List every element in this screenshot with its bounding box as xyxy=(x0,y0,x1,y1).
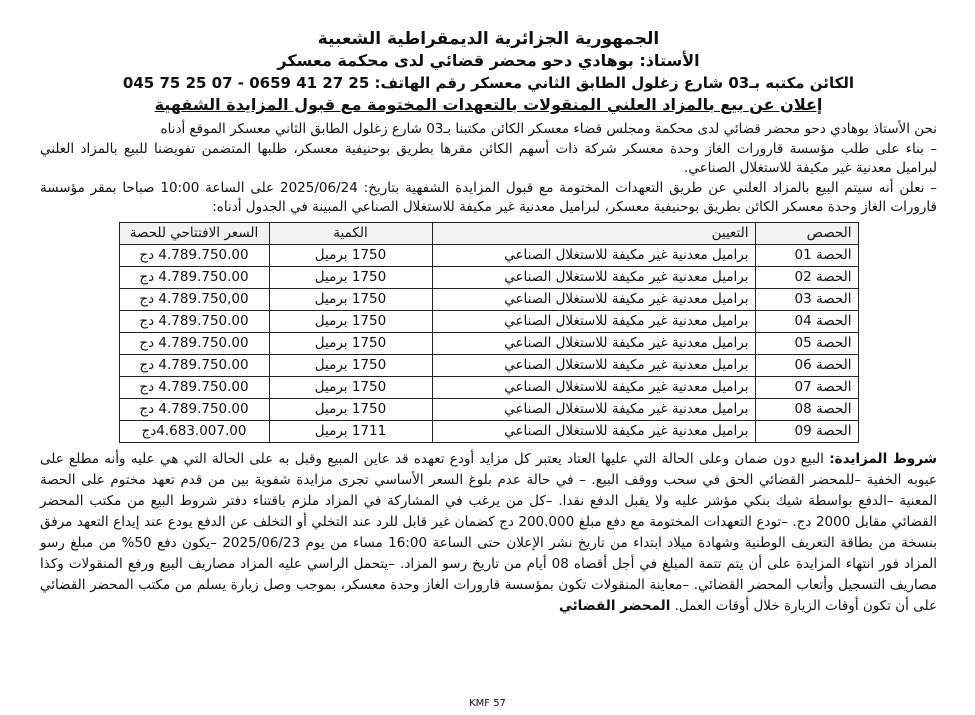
reference-code: KMF 57 xyxy=(469,698,506,709)
col-designation: التعيين xyxy=(432,222,755,244)
quantity-cell: 1750 برميل xyxy=(269,376,432,398)
conditions-lead: شروط المزايدة: xyxy=(829,450,937,467)
lot-cell: الحصة 01 xyxy=(755,244,858,266)
bailiff-signature: المحضر القضائي xyxy=(558,597,671,614)
lot-cell: الحصة 04 xyxy=(755,310,858,332)
lot-cell: الحصة 08 xyxy=(755,398,858,420)
table-header-row xyxy=(119,222,858,244)
quantity-cell: 1711 برميل xyxy=(269,420,432,442)
designation-cell: براميل معدنية غير مكيفة للاستغلال الصناعي xyxy=(432,420,755,442)
lot-cell: الحصة 05 xyxy=(755,332,858,354)
designation-cell: براميل معدنية غير مكيفة للاستغلال الصناعي xyxy=(432,354,755,376)
lot-cell: الحصة 03 xyxy=(755,288,858,310)
request-paragraph: – بناء على طلب مؤسسة قارورات الغاز وحدة معسكر شركة ذات أسهم الكائن مقرها بطريق بوحنيفية معسكر، طلبها المتضمن تفويضنا للبيع بالمزاد العلني لبراميل معدنية غير مكيفة للاستغلال الصناعي. xyxy=(40,140,937,176)
designation-cell: براميل معدنية غير مكيفة للاستغلال الصناعي xyxy=(432,332,755,354)
table-row xyxy=(119,310,858,332)
auction-paragraph: – نعلن أنه سيتم البيع بالمزاد العلني عن طريق التعهدات المختومة مع قبول المزايدة الشفهية بتاريخ: 2025/06/24 على الساعة 10:00 صباحا بمقر مؤسسة قارورات الغاز وحدة معسكر الكائن بطريق بوحنيفية معسكر، لبراميل معدنية غير مكيفة للاستغلال الصناعي المبينة في الجدول أدناه: xyxy=(40,179,938,215)
republic-title: الجمهورية الجزائرية الديمقراطية الشعبية xyxy=(317,29,660,49)
price-cell: 4.789.750.00 دج xyxy=(119,354,269,376)
col-quantity: الكمية xyxy=(269,222,432,244)
table-row xyxy=(119,376,858,398)
quantity-cell: 1750 برميل xyxy=(269,398,432,420)
table-row xyxy=(119,288,858,310)
designation-cell: براميل معدنية غير مكيفة للاستغلال الصناعي xyxy=(432,244,755,266)
table-row xyxy=(119,266,858,288)
bailiff-name: الأستاذ: بوهادي دحو محضر قضائي لدى محكمة معسكر xyxy=(277,51,700,70)
lot-cell: الحصة 02 xyxy=(755,266,858,288)
intro-paragraph: نحن الأستاذ بوهادي دحو محضر قضائي لدى محكمة ومجلس قضاء معسكر الكائن مكتبنا بـ03 شارع زغلول الطابق الثاني معسكر الموقع أدناه xyxy=(160,121,937,137)
auction-conditions xyxy=(40,449,937,617)
price-cell: 4.789.750.00 دج xyxy=(119,244,269,266)
quantity-cell: 1750 برميل xyxy=(269,244,432,266)
conditions-text: البيع دون ضمان وعلى الحالة التي عليها العتاد يعتبر كل مزايد أودع تعهده قد عاين المبيع وقبل به على الحالة التي هي عليه وأنه مطلع على عيوبه الخفية –للمحضر القضائي الحق في سحب ووقف البيع. – في حالة عدم بلوغ السعر الأساسي تجرى مزايدة شفوية بين من قدم تعهد مختوم على الحصة المعنية –الدفع بواسطة شيك بنكي مؤشر عليه ولا يقبل الدفع نقدا. –كل من يرغب في المشاركة في المزاد ملزم باقتناء دفتر شروط البيع من مكتب المحضر القضائي مقابل 2000 دج. –تودع التعهدات المختومة مع دفع مبلغ 200.000 دج كضمان غير قابل للرد عند التخلي أو التخلف عن الدفع يودع عند إيداع التعهد مرفق بنسخة من بطاقة التعريف الوطنية وشهادة ميلاد ابتداء من تاريخ نشر الإعلان حتى الساعة 16:00 مساء من يوم 2025/06/23 –يكون دفع 50% من مبلغ رسو المزاد فور انتهاء المزايدة على أن يتم تتمة المبلغ في أجل أقصاه 08 أيام من تاريخ رسو المزاد. –يتحمل الراسي عليه المزاد مصاريف البيع ورفع المنقولات وكذا مصاريف التسجيل وأتعاب المحضر القضائي. –معاينة المنقولات تكون بمؤسسة قارورات الغاز وحدة معسكر، بموجب وصل زيارة يسلم من مكتب المحضر القضائي على أن تكون أوقات الزيارة خلال أوقات العمل. xyxy=(40,450,938,614)
designation-cell: براميل معدنية غير مكيفة للاستغلال الصناعي xyxy=(432,288,755,310)
table-row xyxy=(119,244,858,266)
table-row xyxy=(119,354,858,376)
table-row xyxy=(119,420,858,442)
designation-cell: براميل معدنية غير مكيفة للاستغلال الصناعي xyxy=(432,310,755,332)
price-cell: 4.789.750.00 دج xyxy=(119,398,269,420)
notice-body xyxy=(40,120,937,218)
quantity-cell: 1750 برميل xyxy=(269,310,432,332)
notice-header xyxy=(40,28,937,116)
price-cell: 4.789.750.00 دج xyxy=(119,332,269,354)
designation-cell: براميل معدنية غير مكيفة للاستغلال الصناعي xyxy=(432,398,755,420)
office-address: الكائن مكتبه بـ03 شارع زغلول الطابق الثاني معسكر رقم الهاتف: 25 27 41 0659 - 07 25 75 045 xyxy=(122,74,855,92)
table-row xyxy=(119,332,858,354)
price-cell: 4.789.750.00 دج xyxy=(119,266,269,288)
price-cell: 4.789.750,00 دج xyxy=(119,288,269,310)
lot-cell: الحصة 07 xyxy=(755,376,858,398)
quantity-cell: 1750 برميل xyxy=(269,266,432,288)
price-cell: 4.789.750.00 دج xyxy=(119,310,269,332)
quantity-cell: 1750 برميل xyxy=(269,332,432,354)
designation-cell: براميل معدنية غير مكيفة للاستغلال الصناعي xyxy=(432,376,755,398)
col-price: السعر الافتتاحي للحصة xyxy=(119,222,269,244)
table-row xyxy=(119,398,858,420)
price-cell: 4.683.007.00دج xyxy=(119,420,269,442)
lots-table xyxy=(119,222,859,443)
lot-cell: الحصة 06 xyxy=(755,354,858,376)
price-cell: 4.789.750.00 دج xyxy=(119,376,269,398)
lot-cell: الحصة 09 xyxy=(755,420,858,442)
lots-table-wrap xyxy=(40,222,937,443)
quantity-cell: 1750 برميل xyxy=(269,354,432,376)
quantity-cell: 1750 برميل xyxy=(269,288,432,310)
notice-title: إعلان عن بيع بالمزاد العلني المنقولات بالتعهدات المختومة مع قبول المزايدة الشفهية xyxy=(154,95,823,114)
col-lot: الحصص xyxy=(755,222,858,244)
designation-cell: براميل معدنية غير مكيفة للاستغلال الصناعي xyxy=(432,266,755,288)
